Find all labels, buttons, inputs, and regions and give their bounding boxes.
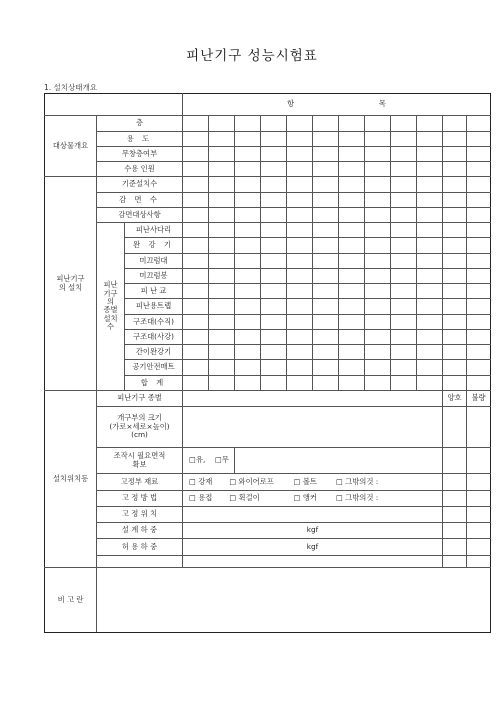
row-label: 층 bbox=[97, 116, 183, 131]
good-label: 양호 bbox=[443, 390, 467, 406]
row-label: 고 정 방 법 bbox=[97, 490, 183, 506]
row-label: 조작시 필요면적 확보 bbox=[97, 447, 183, 473]
row-label: 고정부 재료 bbox=[97, 474, 183, 490]
remarks-row bbox=[45, 567, 491, 632]
material-option[interactable]: □ 볼트 bbox=[293, 476, 317, 486]
group-label-installation bbox=[45, 177, 97, 391]
row-label: 미끄럼대 bbox=[125, 253, 183, 268]
row-label: 무창층여부 bbox=[97, 146, 183, 161]
row-label: 공기안전매트 bbox=[125, 360, 183, 375]
remarks-area[interactable] bbox=[97, 567, 491, 632]
header-mok: 목 bbox=[378, 99, 386, 109]
group-label-line1: 피난기구 bbox=[56, 274, 85, 284]
material-option[interactable]: □ 와이어로프 bbox=[229, 476, 274, 486]
row-label: 구조대(수직) bbox=[125, 314, 183, 329]
section-heading: 1. 설치상태개요 bbox=[44, 83, 98, 92]
row-label: 설 계 하 중 bbox=[97, 523, 183, 539]
row-label: 수용 인원 bbox=[97, 162, 183, 177]
group-label-location: 설치위치등 bbox=[45, 390, 97, 567]
table-row bbox=[45, 162, 491, 177]
row-label: 피난용트랩 bbox=[125, 299, 183, 314]
table-row bbox=[45, 116, 491, 131]
row-label: 허 용 하 중 bbox=[97, 539, 183, 555]
table-row bbox=[45, 506, 491, 522]
method-option[interactable]: □ 휙걸이 bbox=[229, 492, 260, 502]
row-label: 감면대상사항 bbox=[97, 207, 183, 222]
design-load-unit[interactable]: kgf bbox=[183, 523, 443, 539]
table-row bbox=[45, 474, 491, 490]
row-label: 완 강 기 bbox=[125, 238, 183, 253]
row-label: 미끄럼봉 bbox=[125, 268, 183, 283]
row-label: 간이완강기 bbox=[125, 345, 183, 360]
header-hang: 항 bbox=[287, 99, 295, 109]
bad-label: 불량 bbox=[467, 390, 491, 406]
table-row bbox=[45, 146, 491, 161]
area-options[interactable] bbox=[183, 447, 235, 473]
row-label: 용 도 bbox=[97, 131, 183, 146]
material-options bbox=[183, 474, 443, 490]
table-row bbox=[45, 131, 491, 146]
area-no-checkbox[interactable]: □무 bbox=[214, 455, 229, 465]
method-options bbox=[183, 490, 443, 506]
material-option[interactable]: □ 강재 bbox=[189, 476, 213, 486]
remarks-label: 비 고 란 bbox=[45, 567, 97, 632]
table-row bbox=[45, 192, 491, 207]
table-row bbox=[45, 523, 491, 539]
row-label: 기준설치수 bbox=[97, 177, 183, 192]
item-header bbox=[183, 94, 491, 116]
page-title: 피난기구 성능시험표 bbox=[186, 48, 318, 64]
table-row bbox=[45, 223, 491, 238]
table-row bbox=[45, 447, 491, 473]
row-label: 감 면 수 bbox=[97, 192, 183, 207]
method-option[interactable]: □ 용접 bbox=[189, 492, 213, 502]
table-row bbox=[45, 207, 491, 222]
header-row bbox=[45, 94, 491, 116]
table-row bbox=[45, 555, 491, 567]
inspection-table bbox=[44, 93, 491, 633]
method-option[interactable]: □ 앵커 bbox=[293, 492, 317, 502]
group-label-overview: 대상물개요 bbox=[45, 116, 97, 177]
method-option[interactable]: □ 그밖의것 : bbox=[336, 492, 379, 502]
table-row bbox=[45, 490, 491, 506]
sub-label-type-count: 피난 기구 의 종별 설치 수 bbox=[97, 223, 125, 391]
row-label: 피난기구 종별 bbox=[97, 390, 183, 406]
table-row bbox=[45, 177, 491, 192]
material-option[interactable]: □ 그밖의것 : bbox=[336, 476, 379, 486]
row-label: 피난사다리 bbox=[125, 223, 183, 238]
row-label: 합 계 bbox=[125, 375, 183, 390]
row-label: 구조대(사강) bbox=[125, 329, 183, 344]
group-label-line2: 의 설치 bbox=[58, 282, 83, 292]
table-row bbox=[45, 407, 491, 448]
row-label: 개구부의 크기 (가로×세로×높이) (cm) bbox=[97, 407, 183, 448]
table-row bbox=[45, 539, 491, 555]
row-label: 피 난 교 bbox=[125, 284, 183, 299]
table-row bbox=[45, 390, 491, 406]
area-yes-checkbox[interactable]: □유, bbox=[189, 455, 206, 465]
row-label: 고 정 위 치 bbox=[97, 506, 183, 522]
allow-load-unit[interactable]: kgf bbox=[183, 539, 443, 555]
